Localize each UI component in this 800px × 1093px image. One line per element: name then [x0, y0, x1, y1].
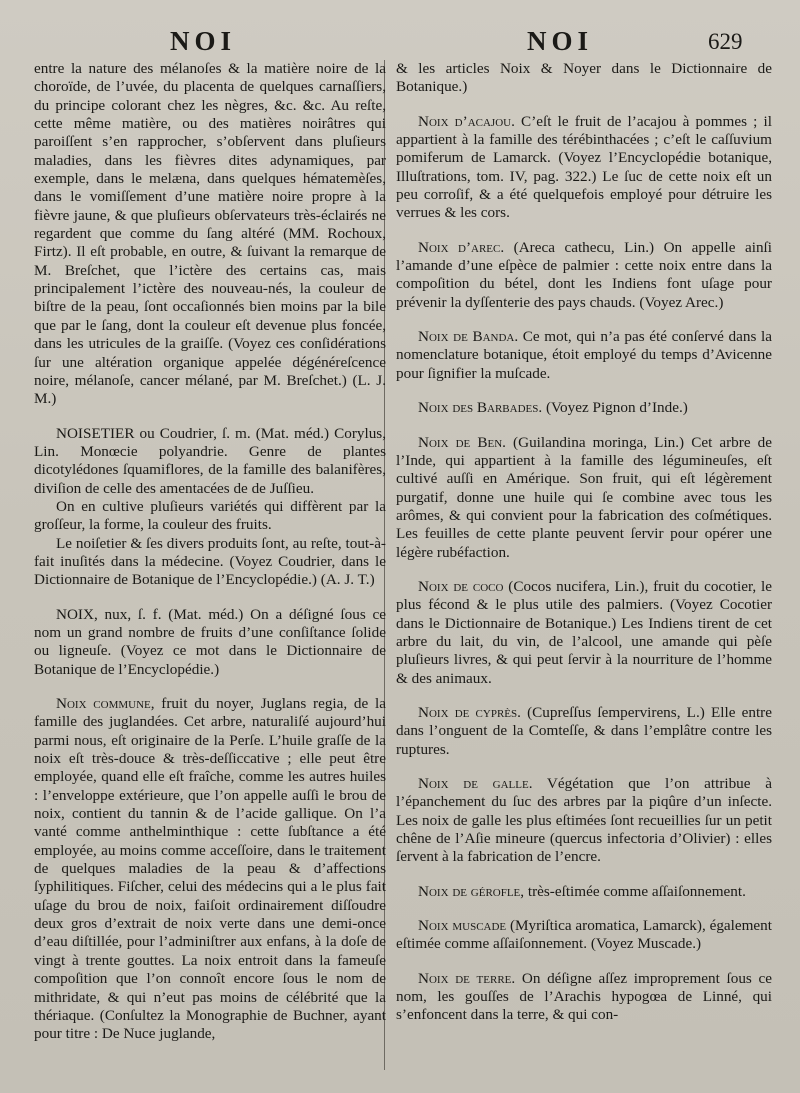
entry-headword: Noix d’arec [418, 238, 501, 256]
entry-headword: Noix de cyprès [418, 703, 518, 721]
left-running-title: NOI [170, 26, 237, 56]
entry-paragraph [396, 239, 772, 312]
entry-text: . C’eſt le fruit de l’acajou à pommes ; il appartient à la famille des térébinthacées ; c’eſt le caſſuvium pomiferum de Lamarck. (Voyez l’Encyclopédie botanique, Illuſtrations, tom. IV, pag. 322.) Le ſuc de cette noix eſt un peu corroſif, & a été quelquefois employé pour détruire les verrues & les cors. [396, 112, 772, 222]
entry-headword: Noix des Barbades [418, 399, 539, 417]
entry-noix [34, 606, 386, 679]
entry-paragraph: Le noiſetier & ſes divers produits ſont, au reſte, tout-à-fait inuſités dans la médecine. (Voyez Coudrier, dans le Dictionnaire de Botanique de l’Encyclopédie.) (A. J. T.) [34, 534, 386, 589]
entry-text: . Végétation que l’on attribue à l’épanchement du ſuc des arbres par la piqûre d’un inſecte. Les noix de galle les plus eſtimées ſont recueillies ſur un petit chêne de l’Aſie mineure (quercus infectoria d’Olivier) : elles ſervent à la fabrication de l’encre. [396, 775, 772, 866]
entry-noix-coco [396, 578, 772, 688]
entry-text: , nux, ſ. f. (Mat. méd.) On a déſigné ſous ce nom un grand nombre de fruits d’une conſiſtance ſolide ou ligneuſe. (Voyez ce mot dans le Dictionnaire de Botanique de l’Encyclopédie.) [34, 605, 386, 678]
right-column [396, 60, 772, 1090]
entry-text: . (Cupreſſus ſempervirens, L.) Elle entre dans l’onguent de la Comteſſe, & dans l’emplâtre contre les ruptures. [396, 703, 772, 758]
entry-headword: Noix de gérofle [418, 882, 521, 900]
entry-paragraph [34, 695, 386, 1044]
left-column [34, 60, 386, 1090]
entry-text: . (Areca cathecu, Lin.) On appelle ainſi l’amande d’une eſpèce de palmier : cette noix entre dans la compoſition du bétel, dont les Indiens font uſage pour prévenir la dyſſenterie des pays chauds. (Voyez Arec.) [396, 238, 772, 311]
entry-melanose-continuation [34, 60, 386, 409]
entry-noix-acajou [396, 113, 772, 223]
entry-headword: Noix de galle [418, 775, 529, 792]
entry-text: (Myriſtica aromatica, Lamarck), également eſtimée comme aſſaiſonnement. (Voyez Muscade.) [396, 917, 772, 953]
entry-noix-cypres [396, 704, 772, 759]
entry-paragraph: On en cultive pluſieurs variétés qui diffèrent par la groſſeur, la forme, la couleur des fruits. [34, 497, 386, 534]
entry-noix-banda [396, 328, 772, 383]
entry-headword: Noix commune [56, 695, 151, 712]
entry-noix-galle [396, 775, 772, 867]
entry-noix-terre [396, 970, 772, 1025]
entry-headword: Noix de Banda [418, 328, 515, 346]
entry-paragraph [34, 606, 386, 679]
entry-headword: Noix de terre [418, 969, 512, 987]
entry-noix-continuation [396, 60, 772, 97]
entry-paragraph [396, 917, 772, 954]
entry-text: , fruit du noyer, Juglans regia, de la famille des juglandées. Cet arbre, naturaliſé aujourd’hui parmi nous, eſt originaire de la Perſe. L’huile graſſe de la noix eſt très-douce & très-deſſiccative ; elle peut être employée, quand elle eſt fraîche, comme les autres huiles : l’enveloppe extérieure, que l’on appelle auſſi le brou de noix, contient du tannin & de l’acide gallique. On l’a vanté comme anthelminthique : cette ſubſtance a été employée, au moins comme acceſſoire, dans le traitement de quelques maladies de la peau & d’affections ſyphilitiques. Fiſcher, celui des médecins qui a le plus fait uſage du brou de noix, faiſoit ordinairement diſſoudre deux gros d’extrait de noix verte dans une demi-once d’eau diſtillée, pour l’adminiſtrer aux enfans, à la doſe de vingt à trente gouttes. La noix entroit dans la fameuſe compoſition que l’on connoît encore ſous le nom de mithridate, & qui n’eut pas moins de célébrité que la thériaque. (Conſultez la Monographie de Buchner, ayant pour titre : De Nuce juglande, [34, 695, 386, 1043]
entry-headword: NOIX [56, 605, 94, 623]
entry-paragraph [396, 113, 772, 223]
entry-paragraph [396, 328, 772, 383]
entry-headword: NOISETIER ou Coudrier [56, 424, 214, 442]
page-number: 629 [708, 29, 743, 54]
entry-paragraph [396, 970, 772, 1025]
entry-text: . (Voyez Pignon d’Inde.) [538, 399, 688, 417]
entry-text: , ſ. m. (Mat. méd.) Corylus, Lin. Monœcie polyandrie. Genre de plantes dicotylédones ſquamiflores, de la famille des balanifères, diviſion de celle des amentacées de de Juſſieu. [34, 424, 386, 497]
entry-paragraph [396, 578, 772, 688]
running-head [0, 26, 800, 56]
right-running-title: NOI [527, 26, 594, 56]
entry-noix-girofle [396, 883, 772, 901]
entry-headword: Noix de Ben [418, 433, 503, 451]
entry-text: entre la nature des mélanoſes & la matière noire de la choroïde, de l’uvée, du placenta de quelques carnaſſiers, du principe colorant chez les nègres, &c. &c. Au reſte, cette même matière, ou des matières noirâtres qui paroiſſent s’en rapprocher, s’obſervent dans pluſieurs maladies, dans les fièvres dites adynamiques, par exemple, dans le melæna, dans quelques hématemèſes, dans le vomiſſement d’une matière noire propre à la fièvre jaune, & que pluſieurs obſervateurs très-éclairés ne regardent que comme du ſang altéré (MM. Rochoux, Firtz). Il eſt probable, en outre, & ſuivant la remarque de M. Breſchet, que l’ictère des certains cas, mais principalement l’ictère des nouveau-nés, la couleur de biſtre de la peau, ſont occaſionnés bien moins par la bile que par le ſang, dont la couleur eſt devenue plus foncée, dans les utricules de la graiſſe. (Voyez ces conſidérations ſur une altération organique appelée dégénéreſcence noire, mélanoſe, cancer mélané, par M. Breſchet.) (L. J. M.) [34, 60, 386, 408]
entry-noix-commune [34, 695, 386, 1044]
entry-text: (Cocos nucifera, Lin.), fruit du cocotier, le plus fécond & le plus utile des palmiers. (Voyez Cocotier dans le Dictionnaire de Botanique.) Les Indiens tirent de cet arbre du lait, du vin, de l’alcool, une amande qui pèſe pluſieurs livres, & qui peut ſervir à la nourriture de l’homme & des animaux. [396, 577, 772, 687]
entry-paragraph [396, 704, 772, 759]
entry-paragraph [396, 434, 772, 562]
entry-text: . Ce mot, qui n’a pas été conſervé dans la nomenclature botanique, étoit employé du temps d’Avicenne pour ſignifier la muſcade. [396, 328, 772, 382]
entry-text: , très-eſtimée comme aſſaiſonnement. [520, 882, 746, 900]
entry-paragraph [34, 425, 386, 498]
entry-paragraph [396, 399, 772, 417]
entry-text: . (Guilandina moringa, Lin.) Cet arbre de l’Inde, qui appartient à la famille des légumineuſes, eſt cultivé auſſi en Amérique. Son fruit, qui eſt légèrement purgatif, donne une huile qui ſe combine avec tous les arômes, & qui convient pour la fabrication des coſmétiques. Les feuilles de cette plante peuvent ſervir pour opérer une légère rubéfaction. [396, 433, 772, 561]
entry-noix-ben [396, 434, 772, 562]
entry-noix-muscade [396, 917, 772, 954]
entry-headword: Noix d’acajou [418, 112, 512, 130]
entry-paragraph [396, 775, 772, 867]
entry-headword: Noix muscade [418, 917, 507, 935]
entry-paragraph [396, 883, 772, 901]
entry-noix-barbades [396, 399, 772, 417]
entry-text: . On déſigne aſſez improprement ſous ce nom, les gouſſes de l’Arachis hypogœa de Linné, qui s’enfoncent dans la terre, & qui con- [396, 969, 772, 1024]
entry-noisetier [34, 425, 386, 590]
entry-text: & les articles Noix & Noyer dans le Dictionnaire de Botanique.) [396, 60, 772, 96]
entry-headword: Noix de coco [418, 577, 504, 595]
entry-noix-arec [396, 239, 772, 312]
